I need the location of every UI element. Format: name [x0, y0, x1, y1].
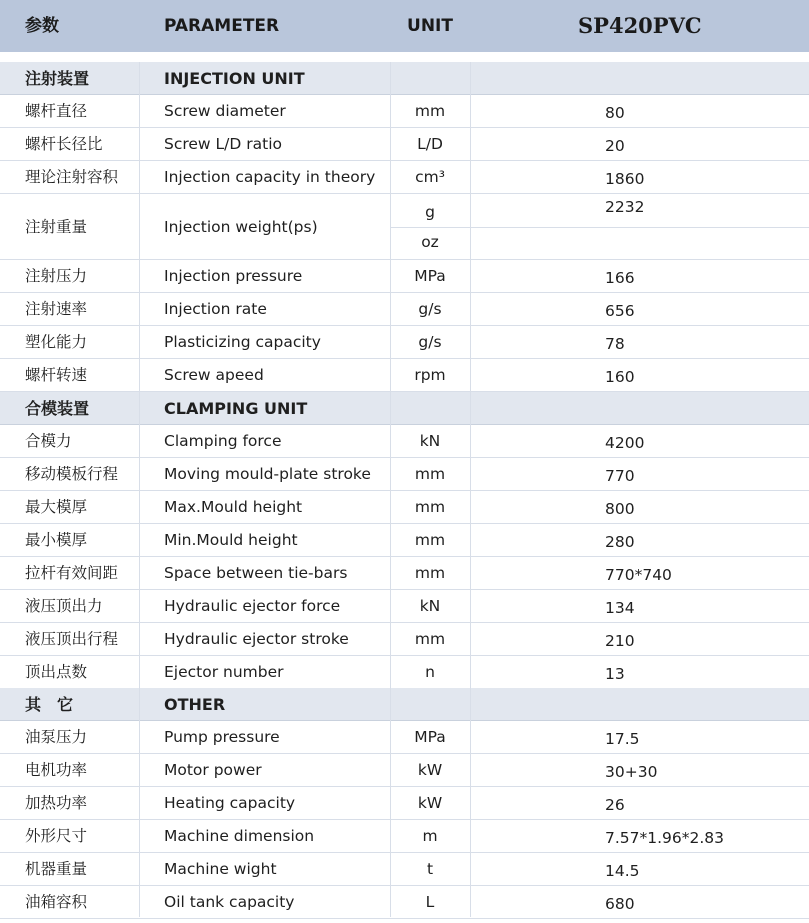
param-name: Screw diameter [164, 102, 286, 120]
param-chinese-name: 合模力 [25, 432, 72, 450]
param-chinese-name: 注射速率 [25, 300, 88, 318]
param-chinese-name: 移动模板行程 [25, 465, 119, 483]
table-row [0, 754, 809, 787]
param-value: 770 [605, 467, 635, 485]
param-name: Oil tank capacity [164, 893, 295, 911]
column-divider [390, 62, 391, 917]
param-unit: kN [419, 432, 441, 450]
param-unit: rpm [414, 366, 446, 384]
table-row [0, 491, 809, 524]
table-row [0, 820, 809, 853]
param-value: 210 [605, 632, 635, 650]
table-row [0, 787, 809, 820]
param-chinese-name: 塑化能力 [25, 333, 88, 351]
param-chinese-name: 拉杆有效间距 [25, 564, 119, 582]
param-value: 2232 [605, 198, 645, 216]
section-title: CLAMPING UNIT [164, 399, 308, 418]
header-parameter: PARAMETER [164, 16, 280, 36]
table-row [0, 359, 809, 392]
param-unit: mm [414, 102, 446, 120]
param-unit: MPa [414, 267, 446, 285]
section-chinese-title: 其 它 [25, 695, 74, 714]
param-unit: mm [414, 465, 446, 483]
param-name: Injection rate [164, 300, 267, 318]
table-row [0, 853, 809, 886]
param-name: Clamping force [164, 432, 282, 450]
param-chinese-name: 理论注射容积 [25, 168, 119, 186]
table-row [0, 95, 809, 128]
param-unit: MPa [414, 728, 446, 746]
param-chinese-name: 电机功率 [25, 761, 88, 779]
table-row [0, 425, 809, 458]
section-chinese-title: 合模装置 [25, 399, 90, 418]
table-row [0, 524, 809, 557]
param-value: 26 [605, 796, 625, 814]
param-name: Moving mould-plate stroke [164, 465, 371, 483]
param-unit: cm³ [415, 168, 445, 186]
param-name: Injection weight(ps) [164, 218, 318, 236]
param-unit: mm [414, 498, 446, 516]
param-name: Injection pressure [164, 267, 303, 285]
section-header [0, 688, 809, 721]
param-name: Min.Mould height [164, 531, 298, 549]
param-chinese-name: 油泵压力 [25, 728, 88, 746]
param-unit: L [425, 893, 435, 911]
param-name: Ejector number [164, 663, 284, 681]
param-chinese-name: 螺杆转速 [25, 366, 88, 384]
param-unit: mm [414, 630, 446, 648]
param-value: 800 [605, 500, 635, 518]
table-row [0, 656, 809, 689]
section-title: OTHER [164, 695, 226, 714]
param-unit: g [425, 203, 435, 221]
param-name: Hydraulic ejector stroke [164, 630, 349, 648]
param-name: Machine wight [164, 860, 277, 878]
param-chinese-name: 油箱容积 [25, 893, 88, 911]
param-value: 680 [605, 895, 635, 913]
table-row [0, 194, 809, 260]
param-chinese-name: 注射压力 [25, 267, 88, 285]
param-unit: kN [419, 597, 441, 615]
table-row [0, 557, 809, 590]
table-row [0, 458, 809, 491]
param-name: Motor power [164, 761, 262, 779]
param-value: 13 [605, 665, 625, 683]
table-row [0, 128, 809, 161]
param-value: 30+30 [605, 763, 658, 781]
table-row [0, 161, 809, 194]
param-chinese-name: 机器重量 [25, 860, 88, 878]
param-value: 4200 [605, 434, 645, 452]
table-row [0, 721, 809, 754]
section-header [0, 392, 809, 425]
param-value: 78 [605, 335, 625, 353]
param-chinese-name: 螺杆直径 [25, 102, 88, 120]
table-row [0, 590, 809, 623]
param-chinese-name: 加热功率 [25, 794, 88, 812]
column-divider [470, 62, 471, 917]
param-value: 7.57*1.96*2.83 [605, 829, 725, 847]
param-value: 166 [605, 269, 635, 287]
param-name: Heating capacity [164, 794, 296, 812]
param-name: Pump pressure [164, 728, 280, 746]
header-model: SP420PVC [578, 13, 702, 38]
param-value: 160 [605, 368, 635, 386]
header-unit: UNIT [407, 16, 453, 36]
param-value: 770*740 [605, 566, 672, 584]
param-name: Hydraulic ejector force [164, 597, 341, 615]
table-header [0, 0, 809, 52]
section-title: INJECTION UNIT [164, 69, 305, 88]
param-unit: n [425, 663, 435, 681]
param-value: 134 [605, 599, 635, 617]
param-unit: kW [417, 761, 443, 779]
param-chinese-name: 液压顶出行程 [25, 630, 119, 648]
param-unit: g/s [418, 300, 442, 318]
param-unit: t [426, 860, 434, 878]
param-name: Max.Mould height [164, 498, 303, 516]
param-value: 17.5 [605, 730, 640, 748]
param-chinese-name: 螺杆长径比 [25, 135, 103, 153]
header-chinese-parameter: 参数 [25, 16, 59, 36]
param-chinese-name: 液压顶出力 [25, 597, 103, 615]
param-unit: L/D [417, 135, 443, 153]
param-value: 1860 [605, 170, 645, 188]
param-name: Plasticizing capacity [164, 333, 321, 351]
param-value: 656 [605, 302, 635, 320]
param-unit: mm [414, 564, 446, 582]
row-split [390, 227, 809, 228]
section-header [0, 62, 809, 95]
param-chinese-name: 最大模厚 [25, 498, 88, 516]
table-row [0, 326, 809, 359]
param-name: Machine dimension [164, 827, 315, 845]
param-value: 20 [605, 137, 625, 155]
param-value: 80 [605, 104, 625, 122]
table-row [0, 293, 809, 326]
param-unit: m [422, 827, 438, 845]
param-value: 14.5 [605, 862, 640, 880]
param-unit: kW [417, 794, 443, 812]
param-chinese-name: 顶出点数 [25, 663, 88, 681]
param-name: Screw apeed [164, 366, 264, 384]
param-chinese-name: 外形尺寸 [25, 827, 88, 845]
param-value: 280 [605, 533, 635, 551]
param-name: Injection capacity in theory [164, 168, 376, 186]
param-unit-secondary: oz [421, 233, 439, 251]
param-chinese-name: 最小模厚 [25, 531, 88, 549]
section-chinese-title: 注射装置 [25, 69, 90, 88]
table-row [0, 260, 809, 293]
table-row [0, 623, 809, 656]
column-divider [139, 62, 140, 917]
param-unit: g/s [418, 333, 442, 351]
table-row [0, 886, 809, 919]
param-unit: mm [414, 531, 446, 549]
param-name: Screw L/D ratio [164, 135, 282, 153]
param-chinese-name: 注射重量 [25, 218, 88, 236]
param-name: Space between tie-bars [164, 564, 348, 582]
